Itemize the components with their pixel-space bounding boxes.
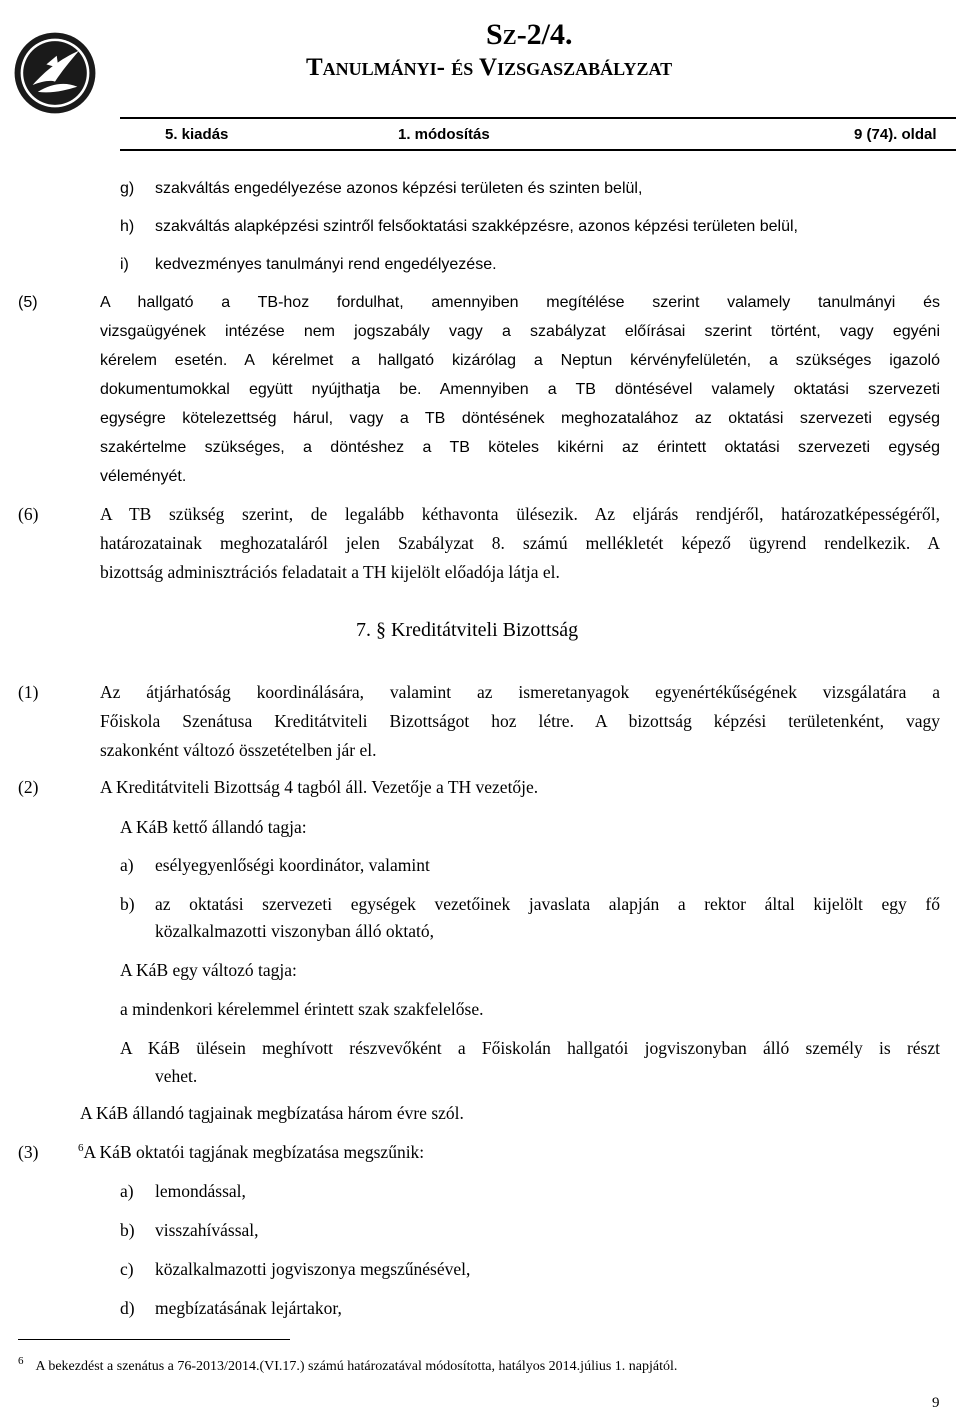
list-marker-i: i) bbox=[120, 256, 129, 273]
institution-logo bbox=[12, 30, 98, 116]
member-b-line-2: közalkalmazotti viszonyban álló oktató, bbox=[155, 921, 434, 941]
member-a-marker: a) bbox=[120, 855, 134, 875]
list-item-i: kedvezményes tanulmányi rend engedélyezése. bbox=[155, 256, 497, 273]
s7-para1-line-2: Főiskola Szenátusa Kreditátviteli Bizottságot hoz létre. A bizottság képzési területenként, vagy bbox=[100, 711, 940, 731]
member-b-line-1: az oktatási szervezeti egységek vezetőinek javaslata alapján a rektor által kijelölt egy fő bbox=[155, 894, 940, 914]
para5-line-5: egységre kötelezettség hárul, vagy a TB döntésének meghozatalához az oktatási szervezeti egység bbox=[100, 410, 940, 427]
para5-line-3: kérelem esetén. A kérelmet a hallgató kizárólag a Neptun kérvényfelületén, a szükséges igazoló bbox=[100, 352, 940, 369]
footnote-separator bbox=[18, 1339, 290, 1340]
variable-member-intro: A KáB egy változó tagja: bbox=[120, 960, 297, 980]
member-b-marker: b) bbox=[120, 894, 135, 914]
s7-para1-number: (1) bbox=[18, 682, 39, 702]
para5-line-2: vizsgaügyének intézése nem jogszabály vagy a szabályzat előírásai szerint történt, vagy egyéni bbox=[100, 323, 940, 340]
list-marker-h: h) bbox=[120, 218, 135, 235]
para6-line-3: bizottság adminisztrációs feladatait a TH kijelölt előadója látja el. bbox=[100, 562, 560, 582]
para6-line-2: határozatainak meghozataláról jelen Szabályzat 8. számú mellékletét képező ügyrend rendelkezik. A bbox=[100, 533, 940, 553]
variable-member: a mindenkori kérelemmel érintett szak szakfelelőse. bbox=[120, 999, 484, 1019]
termination-c-marker: c) bbox=[120, 1259, 134, 1279]
para5-line-4: dokumentumokkal együtt nyújthatja be. Amennyiben a TB döntésével valamely oktatási szervezeti bbox=[100, 381, 940, 398]
header-rule-bottom bbox=[120, 149, 956, 151]
termination-b-text: visszahívással, bbox=[155, 1220, 259, 1240]
revision-label: 1. módosítás bbox=[398, 126, 490, 143]
footnote-text: A bekezdést a szenátus a 76-2013/2014.(VI.17.) számú határozatával módosította, hatályos 2014.július 1. napjától. bbox=[35, 1358, 678, 1374]
para5-line-6: szakértelme szükséges, a döntéshez a TB köteles kikérni az érintett oktatási szervezeti egység bbox=[100, 439, 940, 456]
para6-line-1: A TB szükség szerint, de legalább kéthavonta ülésezik. Az eljárás rendjéről, határozatképességéről, bbox=[100, 504, 940, 524]
page-number: 9 bbox=[932, 1395, 940, 1411]
termination-a-marker: a) bbox=[120, 1181, 134, 1201]
list-item-h: szakváltás alapképzési szintről felsőoktatási szakképzésre, azonos képzési területen belül, bbox=[155, 218, 798, 235]
s7-para2-text: A Kreditátviteli Bizottság 4 tagból áll. Vezetője a TH vezetője. bbox=[100, 777, 539, 797]
header-rule-top bbox=[120, 117, 956, 119]
list-item-g: szakváltás engedélyezése azonos képzési területen és szinten belül, bbox=[155, 180, 643, 197]
s7-para2-number: (2) bbox=[18, 777, 39, 797]
document-title: Tanulmányi- és Vizsgaszabályzat bbox=[306, 54, 673, 81]
termination-b-marker: b) bbox=[120, 1220, 135, 1240]
para5-line-1: A hallgató a TB-hoz fordulhat, amennyiben megítélése szerint valamely tanulmányi és bbox=[100, 294, 940, 311]
termination-d-marker: d) bbox=[120, 1298, 135, 1318]
footnote bbox=[18, 1355, 677, 1375]
mandate-term: A KáB állandó tagjainak megbízatása három évre szól. bbox=[80, 1103, 464, 1123]
guest-line-2: vehet. bbox=[155, 1066, 198, 1086]
para6-number: (6) bbox=[18, 504, 39, 524]
footnote-number: 6 bbox=[18, 1355, 24, 1367]
list-marker-g: g) bbox=[120, 180, 135, 197]
footnote-reference[interactable]: 6 bbox=[78, 1142, 84, 1155]
termination-a-text: lemondással, bbox=[155, 1181, 246, 1201]
document-code: Sz-2/4. bbox=[486, 18, 573, 51]
para5-number: (5) bbox=[18, 294, 38, 311]
s7-para1-line-3: szakonként változó összetételben jár el. bbox=[100, 740, 377, 760]
termination-d-text: megbízatásának lejártakor, bbox=[155, 1298, 342, 1318]
edition-label: 5. kiadás bbox=[165, 126, 229, 143]
s7-para3-text: $^6$A KáB oktatói tagjának megbízatása megszűnik: bbox=[78, 1142, 425, 1162]
s7-para1-line-1: Az átjárhatóság koordinálására, valamint az ismeretanyagok egyenértékűségének vizsgálatára a bbox=[100, 682, 940, 702]
s7-para3-number: (3) bbox=[18, 1142, 39, 1162]
guest-line-1: A KáB ülésein meghívott részvevőként a Főiskolán hallgatói jogviszonyban álló személy is részt bbox=[120, 1038, 940, 1058]
member-a-text: esélyegyenlőségi koordinátor, valamint bbox=[155, 855, 430, 875]
permanent-members-intro: A KáB kettő állandó tagja: bbox=[120, 817, 307, 837]
page-indicator: 9 (74). oldal bbox=[854, 126, 937, 143]
section-heading: 7. § Kreditátviteli Bizottság bbox=[356, 619, 579, 641]
para5-line-7: véleményét. bbox=[100, 468, 187, 485]
termination-c-text: közalkalmazotti jogviszonya megszűnésével, bbox=[155, 1259, 471, 1279]
